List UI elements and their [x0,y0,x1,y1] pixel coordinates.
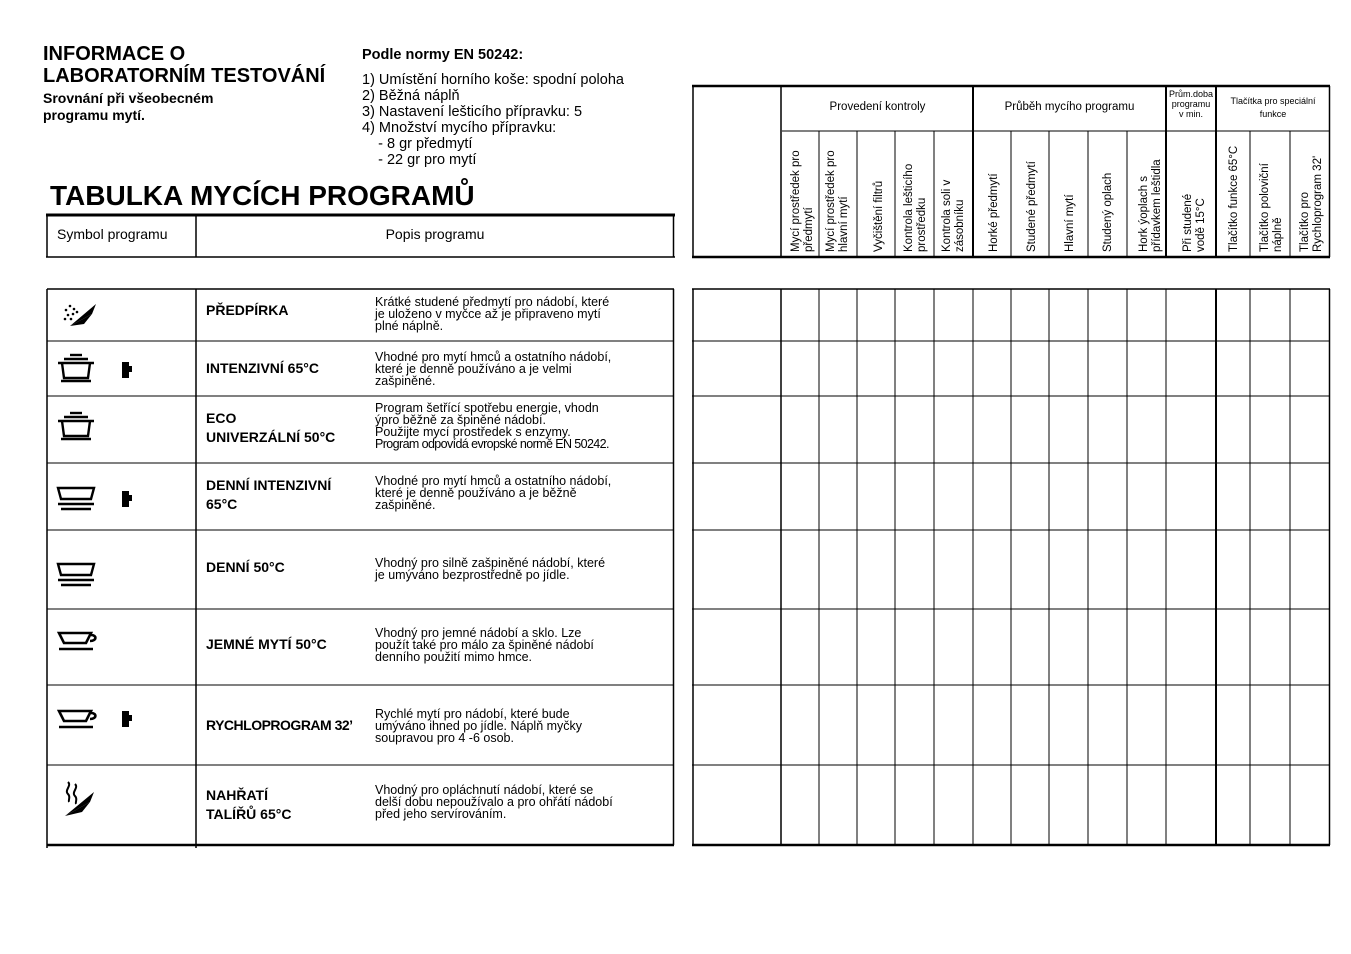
subheader-button-quick-32: Tlačítko pro Rychloprogram 32' [1299,155,1324,252]
cup-icon [55,706,99,734]
pot-icon [55,408,97,442]
subheader-detergent-main: Mycí prostředek pro hlavní mytí [825,150,850,252]
description-column-header: Popis programu [385,226,485,242]
table-title: TABULKA MYCÍCH PROGRAMŮ [50,180,475,211]
program-name: RYCHLOPROGRAM 32’ [206,717,353,733]
subheading-line2: programu mytí. [43,107,145,123]
program-name: JEMNÉ MYTÍ 50°C [206,636,327,652]
plates-icon [55,483,97,513]
subheader-filter-cleaning: Vyčištění filtrů [873,180,885,252]
norm-title: Podle normy EN 50242: [362,47,524,63]
program-name: DENNÍ INTENZIVNÍ 65°C [206,477,332,512]
subheader-rinse-aid-check: Kontrola lešticího prostředku [903,163,928,252]
norm-item: - 22 gr pro mytí [362,152,477,168]
subheader-hot-prewash: Horké předmytí [988,173,1000,252]
symbol-column-header: Symbol programu [57,226,168,242]
norm-item: 2) Běžná náplň [362,88,460,104]
heading-line1: INFORMACE O [43,43,186,65]
subheader-hot-rinse-aid: Hork ýoplach s přídavkem leštidla [1138,159,1163,252]
subheading-line1: Srovnání při všeobecném [43,90,214,106]
subheader-main-wash: Hlavní mytí [1064,194,1076,252]
program-description: Vhodné pro mytí hmců a ostatního nádobí, které je denně používáno a je velmi zašpiněné. [375,350,612,388]
group-control-header: Provedení kontroly [829,101,926,113]
program-name: ECO UNIVERZÁLNÍ 50°C [206,410,336,445]
group-course-header: Průběh mycího programu [1004,101,1135,113]
special-functions-header: Tlačítka pro speciální funkce [1230,96,1316,119]
subheader-button-65: Tlačítko funkce 65°C [1228,145,1240,252]
heading-line2: LABORATORNÍM TESTOVÁNÍ [43,65,326,87]
program-name: NAHŘATÍ TALÍŘŮ 65°C [206,787,292,822]
program-description: Program šetřící spotřebu energie, vhodn ýpro běžně za špiněné nádobí. Použijte mycí prostředek s enzymy. Program odpovídá evropské normě EN 50242. [375,401,609,451]
cup-icon [55,628,99,656]
warm-plates-icon [60,778,98,820]
norm-item: 3) Nastavení lešticího přípravku: 5 [362,104,583,120]
program-name: PŘEDPÍRKA [206,302,289,318]
program-description: Vhodné pro mytí hmců a ostatního nádobí, které je denně používáno a je běžně zašpiněné. [375,474,612,512]
prewash-spray-icon [62,300,98,330]
subheader-cold-water: Při studené vodě 15°C [1182,193,1207,252]
subheader-cold-prewash: Studené předmytí [1026,161,1038,252]
program-description: Krátké studené předmytí pro nádobí, které je uloženo v myčce až je připraveno mytí plné náplně. [375,295,610,333]
program-name: INTENZIVNÍ 65°C [206,360,319,376]
subheader-cold-rinse: Studený oplach [1102,172,1114,252]
half-load-indicator-icon [120,358,134,380]
program-description: Vhodný pro opláchnutí nádobí, které se delší dobu nepoužívalo a pro ohřátí nádobí před jeho servírováním. [375,783,613,821]
half-load-indicator-icon [120,487,134,509]
norm-item: - 8 gr předmytí [362,136,473,152]
plates-icon [55,559,97,589]
avg-duration-header: Prům.doba programu v min. [1168,89,1214,119]
subheader-button-half-load: Tlačítko poloviční náplně [1259,163,1284,252]
norm-item: 1) Umístění horního koše: spodní poloha [362,72,624,88]
subheader-detergent-prewash: Mycí prostředek pro předmytí [790,150,815,252]
norm-item: 4) Množství mycího přípravku: [362,120,557,136]
subheader-salt-check: Kontrola soli v zásobníku [941,179,966,252]
half-load-indicator-icon [120,707,134,729]
pot-icon [55,350,97,384]
program-description: Vhodný pro silně zašpiněné nádobí, které je umýváno bezprostředně po jídle. [375,556,606,582]
program-description: Vhodný pro jemné nádobí a sklo. Lze použít také pro málo za špiněné nádobí denního použití mimo hmce. [375,626,594,664]
program-description: Rychlé mytí pro nádobí, které bude umýváno ihned po jídle. Náplň myčky soupravou pro 4 -6 osob. [375,707,583,745]
program-name: DENNÍ 50°C [206,559,285,575]
